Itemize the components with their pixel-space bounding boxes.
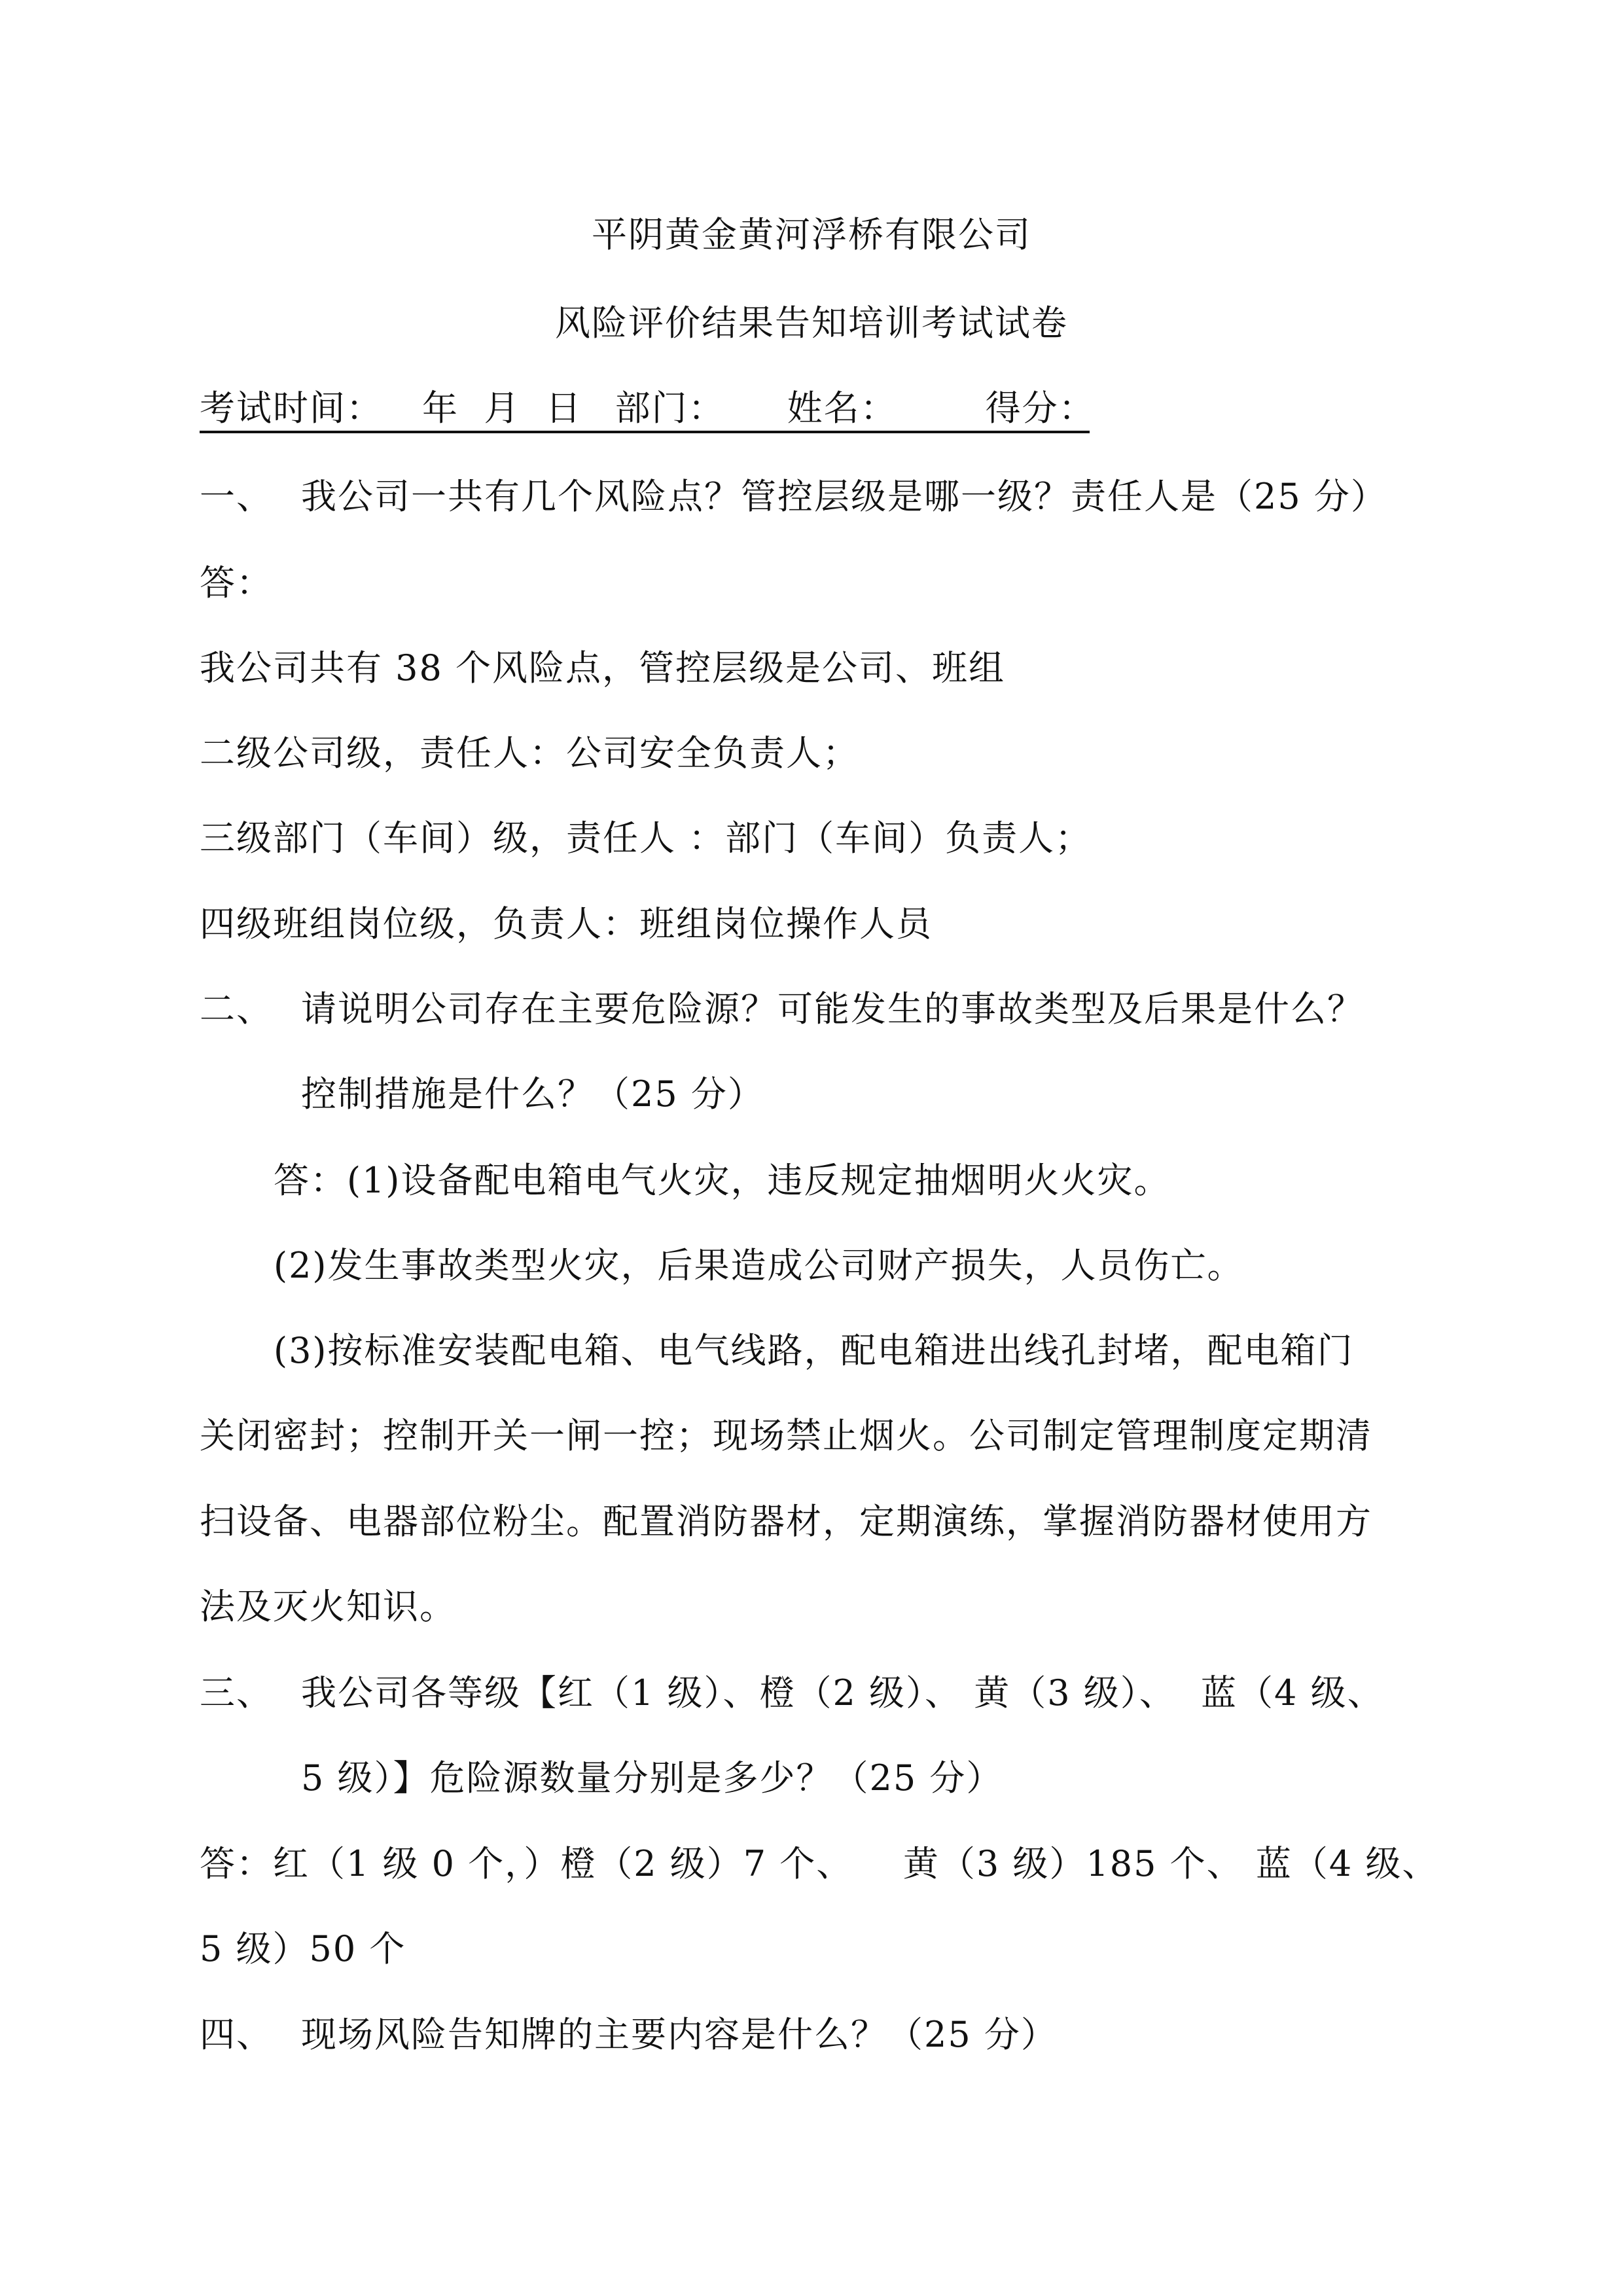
name-label: 姓名： xyxy=(787,387,897,429)
department-label: 部门： xyxy=(615,387,725,429)
answer-3-line-2: 5 级）50 个 xyxy=(200,1928,406,1969)
answer-2-line-5: 扫设备、电器部位粉尘。配置消防器材，定期演练，掌握消防器材使用方 xyxy=(200,1501,1372,1542)
answer-1-label: 答： xyxy=(200,562,273,603)
answer-2-line-1: 答：(1)设备配电箱电气火灾，违反规定抽烟明火火灾。 xyxy=(274,1160,1171,1201)
answer-1-line-2: 二级公司级，责任人：公司安全负责人； xyxy=(200,732,859,774)
question-4 xyxy=(200,2011,1058,2058)
answer-2-line-6: 法及灭火知识。 xyxy=(200,1586,456,1627)
question-3-text-2: 5 级）】危险源数量分别是多少？（25 分） xyxy=(301,1757,1003,1799)
answer-1-line-1: 我公司共有 38 个风险点，管控层级是公司、班组 xyxy=(200,647,1006,689)
question-2-text-1: 请说明公司存在主要危险源？可能发生的事故类型及后果是什么？ xyxy=(301,988,1364,1030)
exam-time-label: 考试时间： xyxy=(200,387,383,429)
answer-1-line-3: 三级部门（车间）级，责任人 ：部门（车间）负责人； xyxy=(200,817,1092,859)
question-3-number: 三、 xyxy=(200,1672,273,1713)
answer-2-line-3: (3)按标准安装配电箱、电气线路，配电箱进出线孔封堵，配电箱门 xyxy=(274,1330,1354,1371)
question-2-number: 二、 xyxy=(200,988,273,1030)
answer-3-line-1: 答：红（1 级 0 个，）橙（2 级）7 个、 黄（3 级）185 个、 蓝（4 级、 xyxy=(200,1843,1439,1884)
question-2-text-2: 控制措施是什么？（25 分） xyxy=(301,1073,764,1115)
question-1-text: 我公司一共有几个风险点？管控层级是哪一级？责任人是（25 分） xyxy=(301,476,1387,517)
exam-info-header xyxy=(200,386,1096,433)
answer-2-line-2: (2)发生事故类型火灾，后果造成公司财产损失，人员伤亡。 xyxy=(274,1245,1244,1286)
exam-subtitle: 风险评价结果告知培训考试试卷 xyxy=(555,302,1068,344)
question-1 xyxy=(200,473,1387,520)
question-3 xyxy=(200,1670,1384,1717)
answer-2-line-4: 关闭密封；控制开关一闸一控；现场禁止烟火。公司制定管理制度定期清 xyxy=(200,1415,1372,1456)
score-label: 得分： xyxy=(985,387,1096,429)
answer-1-line-4: 四级班组岗位级，负责人：班组岗位操作人员 xyxy=(200,903,933,944)
question-4-text: 现场风险告知牌的主要内容是什么？（25 分） xyxy=(301,2014,1058,2055)
question-2 xyxy=(200,986,1364,1033)
exam-date-text: 年 月 日 xyxy=(422,387,582,429)
company-title: 平阴黄金黄河浮桥有限公司 xyxy=(592,214,1031,255)
question-4-number: 四、 xyxy=(200,2014,273,2055)
question-1-number: 一、 xyxy=(200,476,273,517)
question-3-text-1: 我公司各等级【红（1 级）、橙（2 级）、 黄（3 级）、 蓝（4 级、 xyxy=(301,1672,1384,1713)
